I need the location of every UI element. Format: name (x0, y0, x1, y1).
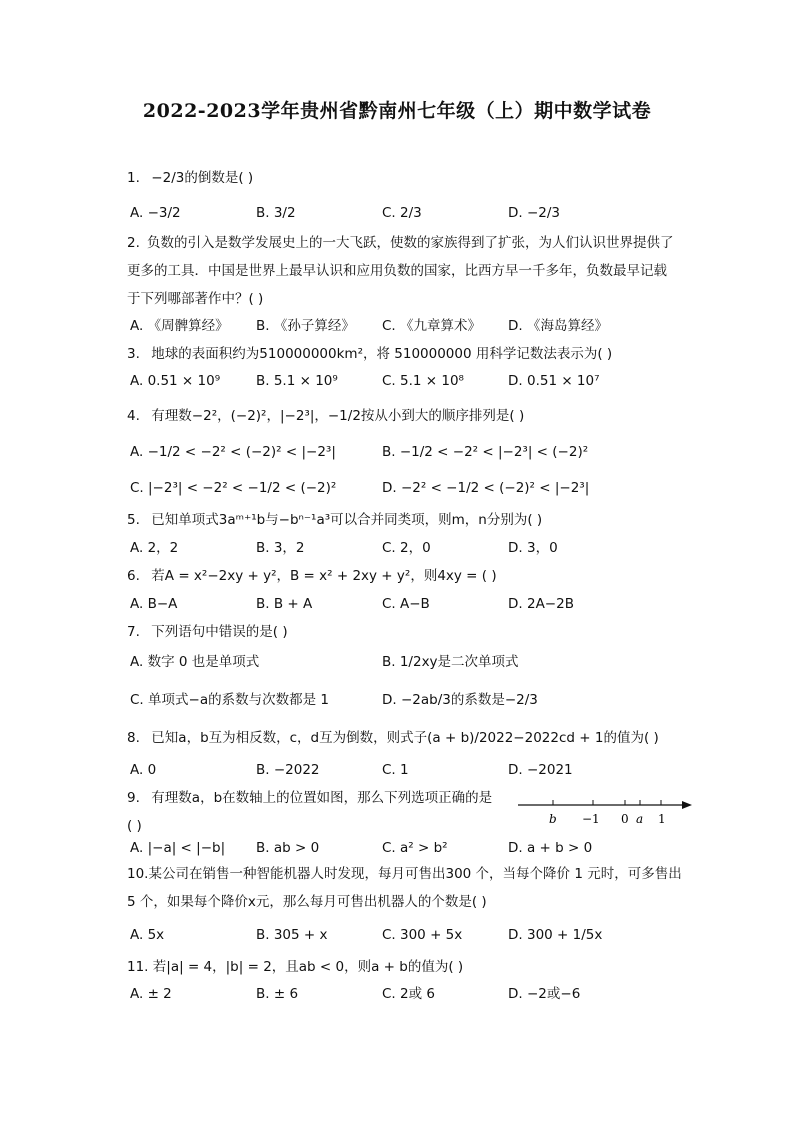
question-4-options-row-1 (130, 440, 710, 464)
label-b: b (549, 812, 557, 826)
option-b[interactable]: B. 《孙子算经》 (256, 318, 355, 334)
question-2-options (130, 314, 710, 338)
question-5-text: 已知单项式3aᵐ⁺¹b与−bⁿ⁻¹a³可以合并同类项，则m，n分别为( ) (151, 512, 543, 528)
option-c[interactable]: C. 《九章算术》 (382, 318, 482, 334)
question-6-number: 6. (127, 568, 140, 584)
question-2-stem (127, 229, 697, 313)
option-b[interactable]: B. 3，2 (256, 540, 305, 556)
exam-title: 2022-2023学年贵州省黔南州七年级（上）期中数学试卷 (142, 100, 652, 122)
question-3-text: 地球的表面积约为510000000km²，将 510000000 用科学记数法表示为( ) (151, 346, 613, 362)
question-7-stem (127, 618, 697, 646)
question-11-options (130, 982, 710, 1006)
question-8-options (130, 758, 710, 782)
number-line-figure (516, 793, 696, 829)
question-10-line-2: 5 个，如果每个降价x元，那么每月可售出机器人的个数是( ) (127, 894, 487, 910)
option-b[interactable]: B. ab > 0 (256, 840, 320, 856)
question-3-options (130, 369, 710, 393)
option-a[interactable]: A. −3/2 (130, 205, 181, 221)
question-6-text: 若A = x²−2xy + y²，B = x² + 2xy + y²，则4xy = ( ) (151, 568, 497, 584)
question-9-options (130, 836, 710, 860)
option-a[interactable]: A. 数字 0 也是单项式 (130, 654, 260, 670)
option-c[interactable]: C. 1 (382, 762, 409, 778)
option-c[interactable]: C. 300 + 5x (382, 927, 463, 943)
option-d[interactable]: D. a + b > 0 (508, 840, 593, 856)
option-a[interactable]: A. 5x (130, 927, 165, 943)
label-1: 1 (658, 812, 666, 826)
label-neg1: −1 (582, 812, 600, 826)
option-d[interactable]: D. 300 + 1/5x (508, 927, 603, 943)
question-5-options (130, 536, 710, 560)
question-2-number: 2. (127, 235, 140, 251)
question-6-options (130, 592, 710, 616)
label-0: 0 (621, 812, 629, 826)
option-a[interactable]: A. ± 2 (130, 986, 172, 1002)
question-10-number: 10. (127, 866, 149, 882)
question-9-number: 9. (127, 790, 140, 806)
question-3-number: 3. (127, 346, 140, 362)
option-a[interactable]: A. 2，2 (130, 540, 179, 556)
option-b[interactable]: B. ± 6 (256, 986, 299, 1002)
question-1-options (130, 201, 710, 225)
question-8-number: 8. (127, 730, 140, 746)
option-c[interactable]: C. 2或 6 (382, 986, 435, 1002)
option-b[interactable]: B. 5.1 × 10⁹ (256, 373, 338, 389)
label-a: a (636, 812, 644, 826)
option-d[interactable]: D. −2ab/3的系数是−2/3 (382, 692, 538, 708)
option-b[interactable]: B. B + A (256, 596, 313, 612)
option-a[interactable]: A. 《周髀算经》 (130, 318, 229, 334)
question-10-options (130, 923, 710, 947)
option-b[interactable]: B. 1/2xy是二次单项式 (382, 654, 519, 670)
question-5-stem (127, 506, 697, 534)
option-c[interactable]: C. |−2³| < −2² < −1/2 < (−2)² (130, 480, 337, 496)
question-5-number: 5. (127, 512, 140, 528)
option-d[interactable]: D. −2或−6 (508, 986, 581, 1002)
option-b[interactable]: B. 305 + x (256, 927, 328, 943)
question-7-text: 下列语句中错误的是( ) (151, 624, 288, 640)
option-c[interactable]: C. 5.1 × 10⁸ (382, 373, 464, 389)
question-6-stem (127, 562, 697, 590)
option-a[interactable]: A. 0 (130, 762, 157, 778)
option-c[interactable]: C. 2，0 (382, 540, 431, 556)
option-d[interactable]: D. 2A−2B (508, 596, 574, 612)
question-3-stem (127, 340, 697, 368)
question-8-stem (127, 724, 697, 752)
question-7-options-row-1 (130, 650, 710, 674)
question-11-number: 11. (127, 959, 149, 975)
option-a[interactable]: A. B−A (130, 596, 178, 612)
option-c[interactable]: C. 2/3 (382, 205, 422, 221)
question-2-line-3: 于下列哪部著作中？( ) (127, 291, 264, 307)
question-2-line-2: 更多的工具．中国是世界上最早认识和应用负数的国家，比西方早一千多年，负数最早记载 (127, 263, 667, 279)
option-d[interactable]: D. −2/3 (508, 205, 561, 221)
question-1-text: −2/3的倒数是( ) (151, 170, 254, 186)
question-10-line-1: 某公司在销售一种智能机器人时发现，每月可售出300 个，当每个降价 1 元时，可多售出 (148, 866, 682, 882)
option-d[interactable]: D. 0.51 × 10⁷ (508, 373, 600, 389)
option-d[interactable]: D. −2² < −1/2 < (−2)² < |−2³| (382, 480, 590, 496)
option-b[interactable]: B. 3/2 (256, 205, 296, 221)
question-4-number: 4. (127, 408, 140, 424)
option-b[interactable]: B. −1/2 < −2² < |−2³| < (−2)² (382, 444, 589, 460)
question-1-number: 1. (127, 170, 140, 186)
option-a[interactable]: A. 0.51 × 10⁹ (130, 373, 221, 389)
option-d[interactable]: D. −2021 (508, 762, 573, 778)
question-7-number: 7. (127, 624, 140, 640)
question-4-text: 有理数−2²，(−2)²，|−2³|，−1/2按从小到大的顺序排列是( ) (151, 408, 525, 424)
option-d[interactable]: D. 《海岛算经》 (508, 318, 608, 334)
question-8-text: 已知a，b互为相反数，c，d互为倒数，则式子(a + b)/2022−2022cd + 1的值为( ) (151, 730, 659, 746)
question-4-stem (127, 402, 697, 430)
option-c[interactable]: C. A−B (382, 596, 430, 612)
option-d[interactable]: D. 3，0 (508, 540, 558, 556)
number-line-arrow-icon (682, 801, 692, 809)
option-a[interactable]: A. −1/2 < −2² < (−2)² < |−2³| (130, 444, 336, 460)
question-1-stem (127, 164, 697, 192)
question-11-stem (127, 953, 697, 981)
question-9-text-cont: ( ) (127, 818, 142, 834)
question-10-stem (127, 860, 697, 916)
option-c[interactable]: C. 单项式−a的系数与次数都是 1 (130, 692, 329, 708)
question-7-options-row-2 (130, 688, 710, 712)
option-c[interactable]: C. a² > b² (382, 840, 448, 856)
question-9-stem (127, 784, 507, 840)
question-9-text: 有理数a，b在数轴上的位置如图，那么下列选项正确的是 (151, 790, 493, 806)
question-2-line-1: 负数的引入是数学发展史上的一大飞跃，使数的家族得到了扩张，为人们认识世界提供了 (147, 235, 674, 251)
option-a[interactable]: A. |−a| < |−b| (130, 840, 226, 856)
question-4-options-row-2 (130, 476, 710, 500)
question-11-text: 若|a| = 4，|b| = 2，且ab < 0，则a + b的值为( ) (152, 959, 464, 975)
option-b[interactable]: B. −2022 (256, 762, 320, 778)
